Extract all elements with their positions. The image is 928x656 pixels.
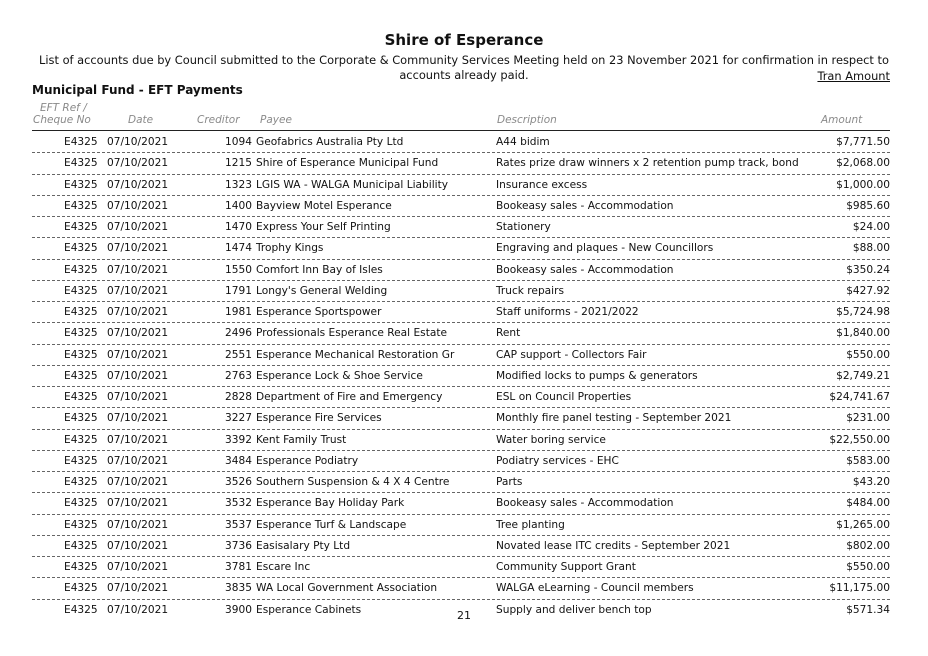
cell-date: 07/10/2021 xyxy=(107,136,169,148)
cell-eft-ref: E4325 xyxy=(64,327,98,340)
cell-eft-ref: E4325 xyxy=(64,518,98,531)
cell-description: Monthly fire panel testing - September 2021 xyxy=(496,412,732,425)
cell-date: 07/10/2021 xyxy=(107,539,169,552)
cell-description: Water boring service xyxy=(496,433,606,446)
cell-amount: $484.00 xyxy=(846,497,890,510)
table-row xyxy=(32,430,890,451)
cell-payee: LGIS WA - WALGA Municipal Liability xyxy=(256,178,449,191)
cell-description: Supply and deliver bench top xyxy=(496,603,652,616)
cell-description: Bookeasy sales - Accommodation xyxy=(496,199,674,212)
cell-description: Modified locks to pumps & generators xyxy=(496,369,698,382)
cell-date: 07/10/2021 xyxy=(107,178,169,191)
section-title: Municipal Fund - EFT Payments xyxy=(32,83,243,97)
cell-date: 07/10/2021 xyxy=(107,327,169,340)
cell-description: Parts xyxy=(496,476,523,488)
cell-eft-ref: E4325 xyxy=(64,476,98,488)
cell-payee: Shire of Esperance Municipal Fund xyxy=(256,157,439,170)
cell-date: 07/10/2021 xyxy=(107,412,169,425)
cell-amount: $231.00 xyxy=(846,412,890,425)
cell-creditor: 3526 xyxy=(225,476,252,488)
cell-eft-ref: E4325 xyxy=(64,539,98,552)
document-subtitle: List of accounts due by Council submitted to the Corporate & Community Services Meeting held on 23 November 2021 for confirmation in respect to accounts already paid. xyxy=(39,53,889,82)
cell-eft-ref: E4325 xyxy=(64,348,98,361)
cell-payee: Esperance Bay Holiday Park xyxy=(256,497,405,510)
cell-date: 07/10/2021 xyxy=(107,518,169,531)
cell-amount: $24.00 xyxy=(852,221,890,233)
cell-amount: $550.00 xyxy=(846,348,890,361)
header-amount: Amount xyxy=(821,114,863,126)
cell-description: Bookeasy sales - Accommodation xyxy=(496,497,674,510)
cell-creditor: 2551 xyxy=(225,348,252,361)
cell-payee: Trophy Kings xyxy=(256,242,324,255)
table-row xyxy=(32,175,890,196)
cell-date: 07/10/2021 xyxy=(107,157,169,170)
cell-creditor: 3484 xyxy=(225,454,252,467)
cell-amount: $43.20 xyxy=(852,476,890,488)
cell-amount: $1,840.00 xyxy=(836,327,890,340)
cell-creditor: 2496 xyxy=(225,327,252,340)
cell-creditor: 3736 xyxy=(225,539,252,552)
cell-date: 07/10/2021 xyxy=(107,263,169,276)
cell-date: 07/10/2021 xyxy=(107,561,169,573)
cell-description: Engraving and plaques - New Councillors xyxy=(496,242,714,255)
cell-creditor: 1094 xyxy=(225,136,252,148)
cell-date: 07/10/2021 xyxy=(107,369,169,382)
cell-amount: $550.00 xyxy=(846,561,890,573)
cell-payee: Esperance Mechanical Restoration Gr xyxy=(256,348,455,361)
cell-creditor: 3900 xyxy=(225,603,252,616)
cell-eft-ref: E4325 xyxy=(64,178,98,191)
cell-date: 07/10/2021 xyxy=(107,199,169,212)
cell-description: Podiatry services - EHC xyxy=(496,454,619,467)
cell-eft-ref: E4325 xyxy=(64,369,98,382)
cell-payee: Professionals Esperance Real Estate xyxy=(256,327,448,340)
cell-eft-ref: E4325 xyxy=(64,412,98,425)
cell-eft-ref: E4325 xyxy=(64,433,98,446)
cell-eft-ref: E4325 xyxy=(64,136,98,148)
cell-amount: $583.00 xyxy=(846,454,890,467)
cell-creditor: 1470 xyxy=(225,221,252,233)
cell-description: Tree planting xyxy=(496,518,565,531)
cell-date: 07/10/2021 xyxy=(107,391,169,403)
cell-description: ESL on Council Properties xyxy=(496,391,632,403)
cell-payee: Esperance Turf & Landscape xyxy=(256,518,407,531)
cell-description: Insurance excess xyxy=(496,178,588,191)
table-row xyxy=(32,493,890,514)
cell-date: 07/10/2021 xyxy=(107,454,169,467)
cell-payee: Esperance Podiatry xyxy=(256,454,359,467)
cell-description: CAP support - Collectors Fair xyxy=(496,348,647,361)
cell-amount: $11,175.00 xyxy=(829,582,890,595)
cell-description: Rent xyxy=(496,327,521,340)
cell-date: 07/10/2021 xyxy=(107,306,169,318)
cell-eft-ref: E4325 xyxy=(64,391,98,403)
cell-payee: Bayview Motel Esperance xyxy=(256,199,392,212)
table-row xyxy=(32,472,890,493)
cell-eft-ref: E4325 xyxy=(64,454,98,467)
cell-eft-ref: E4325 xyxy=(64,306,98,318)
cell-date: 07/10/2021 xyxy=(107,603,169,616)
cell-description: Novated lease ITC credits - September 2021 xyxy=(496,539,731,552)
table-row xyxy=(32,408,890,429)
cell-creditor: 1215 xyxy=(225,157,252,170)
cell-creditor: 1474 xyxy=(225,242,252,255)
cell-eft-ref: E4325 xyxy=(64,582,98,595)
cell-payee: Southern Suspension & 4 X 4 Centre xyxy=(256,476,450,488)
cell-payee: Express Your Self Printing xyxy=(256,221,391,233)
header-rule xyxy=(32,130,890,131)
cell-creditor: 2828 xyxy=(225,391,252,403)
table-row xyxy=(32,217,890,238)
table-row xyxy=(32,153,890,174)
table-row xyxy=(32,451,890,472)
cell-amount: $427.92 xyxy=(846,284,890,297)
cell-creditor: 3532 xyxy=(225,497,252,510)
cell-payee: Kent Family Trust xyxy=(256,433,347,446)
table-row xyxy=(32,260,890,281)
table-row xyxy=(32,196,890,217)
cell-amount: $2,749.21 xyxy=(836,369,890,382)
cell-eft-ref: E4325 xyxy=(64,157,98,170)
cell-description: Staff uniforms - 2021/2022 xyxy=(496,306,639,318)
cell-eft-ref: E4325 xyxy=(64,221,98,233)
cell-creditor: 3392 xyxy=(225,433,252,446)
cell-amount: $985.60 xyxy=(846,199,890,212)
header-description: Description xyxy=(497,114,557,126)
table-row xyxy=(32,345,890,366)
cell-eft-ref: E4325 xyxy=(64,263,98,276)
cell-date: 07/10/2021 xyxy=(107,221,169,233)
cell-amount: $5,724.98 xyxy=(836,306,890,318)
cell-date: 07/10/2021 xyxy=(107,476,169,488)
cell-amount: $802.00 xyxy=(846,539,890,552)
cell-description: Bookeasy sales - Accommodation xyxy=(496,263,674,276)
cell-description: A44 bidim xyxy=(496,136,550,148)
cell-amount: $7,771.50 xyxy=(836,136,890,148)
cell-date: 07/10/2021 xyxy=(107,433,169,446)
cell-date: 07/10/2021 xyxy=(107,284,169,297)
cell-description: Community Support Grant xyxy=(496,561,636,573)
payments-table xyxy=(32,132,890,620)
cell-eft-ref: E4325 xyxy=(64,603,98,616)
table-row xyxy=(32,387,890,408)
cell-amount: $88.00 xyxy=(852,242,890,255)
table-row xyxy=(32,132,890,153)
cell-amount: $1,265.00 xyxy=(836,518,890,531)
cell-creditor: 1791 xyxy=(225,284,252,297)
cell-eft-ref: E4325 xyxy=(64,284,98,297)
cell-payee: Comfort Inn Bay of Isles xyxy=(256,263,383,276)
table-row xyxy=(32,302,890,323)
table-row xyxy=(32,557,890,578)
table-row xyxy=(32,366,890,387)
cell-payee: Esperance Sportspower xyxy=(256,306,382,318)
table-row xyxy=(32,536,890,557)
cell-eft-ref: E4325 xyxy=(64,561,98,573)
cell-creditor: 1400 xyxy=(225,199,252,212)
cell-eft-ref: E4325 xyxy=(64,497,98,510)
cell-payee: WA Local Government Association xyxy=(256,582,438,595)
document-title: Shire of Esperance xyxy=(384,31,544,49)
cell-payee: Longy's General Welding xyxy=(256,284,388,297)
table-row xyxy=(32,281,890,302)
header-ref-line2: Cheque No xyxy=(33,114,91,126)
cell-payee: Esperance Cabinets xyxy=(256,603,362,616)
cell-creditor: 1550 xyxy=(225,263,252,276)
page-number: 21 xyxy=(457,609,471,622)
table-row xyxy=(32,515,890,536)
cell-creditor: 3537 xyxy=(225,518,252,531)
cell-description: Rates prize draw winners x 2 retention pump track, bond xyxy=(496,157,799,170)
cell-creditor: 3781 xyxy=(225,561,252,573)
cell-amount: $350.24 xyxy=(846,263,890,276)
cell-creditor: 1323 xyxy=(225,178,252,191)
cell-eft-ref: E4325 xyxy=(64,199,98,212)
cell-description: WALGA eLearning - Council members xyxy=(496,582,694,595)
cell-payee: Esperance Lock & Shoe Service xyxy=(256,369,423,382)
table-row xyxy=(32,578,890,599)
header-payee: Payee xyxy=(260,114,292,126)
cell-eft-ref: E4325 xyxy=(64,242,98,255)
cell-creditor: 3835 xyxy=(225,582,252,595)
cell-amount: $571.34 xyxy=(846,603,890,616)
cell-payee: Escare Inc xyxy=(256,561,311,573)
cell-amount: $1,000.00 xyxy=(836,178,890,191)
table-row xyxy=(32,323,890,344)
cell-date: 07/10/2021 xyxy=(107,242,169,255)
header-date: Date xyxy=(128,114,154,126)
cell-description: Stationery xyxy=(496,221,551,233)
cell-payee: Department of Fire and Emergency xyxy=(256,391,443,403)
cell-creditor: 1981 xyxy=(225,306,252,318)
tran-amount-label: Tran Amount xyxy=(817,69,890,83)
cell-date: 07/10/2021 xyxy=(107,497,169,510)
header-creditor: Creditor xyxy=(197,114,240,126)
table-row xyxy=(32,238,890,259)
cell-description: Truck repairs xyxy=(496,284,564,297)
cell-payee: Geofabrics Australia Pty Ltd xyxy=(256,136,404,148)
cell-amount: $24,741.67 xyxy=(829,391,890,403)
cell-amount: $2,068.00 xyxy=(836,157,890,170)
cell-payee: Esperance Fire Services xyxy=(256,412,382,425)
cell-date: 07/10/2021 xyxy=(107,582,169,595)
cell-creditor: 2763 xyxy=(225,369,252,382)
header-ref-line1: EFT Ref / xyxy=(40,102,87,114)
cell-payee: Easisalary Pty Ltd xyxy=(256,539,351,552)
cell-creditor: 3227 xyxy=(225,412,252,425)
cell-date: 07/10/2021 xyxy=(107,348,169,361)
cell-amount: $22,550.00 xyxy=(829,433,890,446)
